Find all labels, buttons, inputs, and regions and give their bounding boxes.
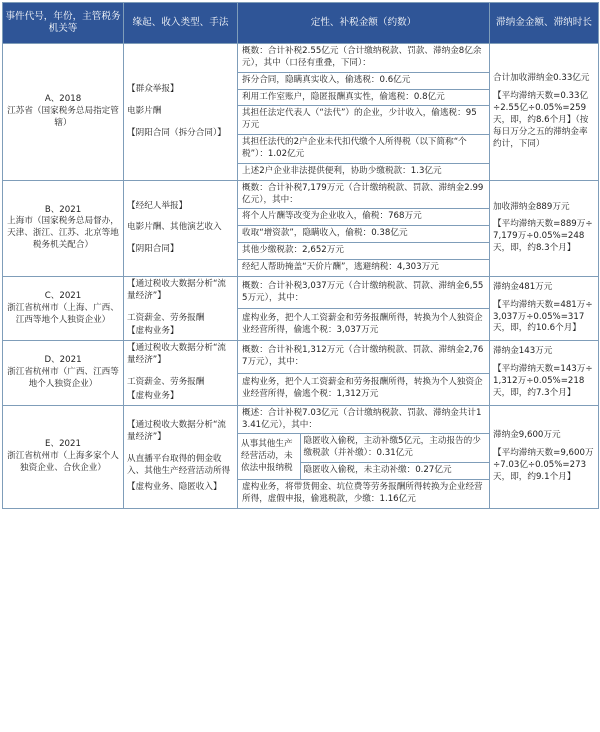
detail-item: 拆分合同，隐瞒真实收入，偷逃税：0.6亿元 — [238, 72, 490, 89]
case-agency: 上海市（国家税务总局督办，天津、浙江、江苏、北京等地税务机关配合） — [7, 216, 119, 251]
header-late-fee: 滞纳金金额、滞纳时长 — [490, 3, 599, 44]
late-fee-amount: 滞纳金481万元 — [493, 281, 553, 292]
subcase-label: 从事其他生产经营活动，未依法申报纳税 — [238, 434, 300, 479]
case-a-row — [3, 44, 599, 73]
case-e-row — [3, 405, 599, 434]
detail-item: 将个人片酬等改变为企业收入，偷税：768万元 — [238, 209, 490, 226]
method-technique: 【阴阳合同（拆分合同）】 — [127, 127, 226, 138]
case-e-subtable-cell — [238, 434, 490, 480]
late-fee-days: 【平均滞纳天数=143万÷1,312万÷0.05%=218天，即，约7.3个月】 — [493, 364, 593, 398]
case-d-late-cell — [490, 341, 599, 405]
case-agency: 浙江省杭州市（上海多家个人独资企业、合伙企业） — [7, 450, 119, 473]
detail-item: 收取“增资款”，隐瞒收入，偷税：0.38亿元 — [238, 226, 490, 243]
case-d-id-cell — [3, 341, 124, 405]
header-row — [3, 3, 599, 44]
case-id: B、2021 — [44, 204, 82, 215]
method-income: 电影片酬 — [127, 105, 162, 116]
detail-item: 上述2户企业非法提供便利，协助少缴税款：1.3亿元 — [238, 163, 490, 180]
subcase-item: 隐匿收入偷税，未主动补缴：0.27亿元 — [300, 463, 489, 479]
method-source: 【通过税收大数据分析“流量经济”】 — [127, 420, 226, 442]
late-fee-amount: 滞纳金143万元 — [493, 346, 553, 357]
header-method: 缘起、收入类型、手法 — [124, 3, 238, 44]
header-amount: 定性、补税金额（约数） — [238, 3, 490, 44]
method-source: 【群众举报】 — [127, 84, 179, 95]
detail-item: 其担任法定代表人（“法代”）的企业，少计收入，偷逃税：95万元 — [238, 106, 490, 135]
case-e-subtable — [238, 434, 489, 479]
case-e-id-cell — [3, 405, 124, 508]
detail-item: 概数：合计补税3,037万元（合计缴纳税款、罚款、滞纳金6,555万元），其中： — [238, 276, 490, 308]
detail-item: 其担任法代的2户企业未代扣代缴个人所得税（以下简称“个税”）：1.02亿元 — [238, 135, 490, 164]
method-income: 从直播平台取得的佣金收入、其他生产经营活动所得 — [127, 453, 231, 476]
detail-item: 其他少缴税款：2,652万元 — [238, 243, 490, 260]
case-c-method-cell — [124, 276, 238, 340]
case-agency: 江苏省（国家税务总局指定管辖） — [7, 105, 119, 128]
case-b-id-cell — [3, 180, 124, 276]
detail-item: 概数：合计补税7,179万元（合计缴纳税款、罚款、滞纳金2.99亿元），其中： — [238, 180, 490, 209]
case-agency: 浙江省杭州市（广西、江西等地个人独资企业） — [7, 367, 119, 389]
method-source: 【通过税收大数据分析“流量经济”】 — [127, 278, 226, 301]
case-a-method-cell — [124, 44, 238, 181]
tax-cases-table — [2, 2, 599, 509]
method-source: 【经纪人举报】 — [127, 200, 188, 211]
case-a-late-cell — [490, 44, 599, 181]
header-case: 事件代号，年份，主管税务机关等 — [3, 3, 124, 44]
case-b-late-cell — [490, 180, 599, 276]
detail-item: 概数：合计补税2.55亿元（合计缴纳税款、罚款、滞纳金8亿余元），其中（口径有重叠，下同）： — [238, 44, 490, 73]
detail-item: 概述：合计补税7.03亿元（合计缴纳税款、罚款、滞纳金共计13.41亿元），其中： — [238, 405, 490, 434]
method-technique: 【虚构业务】 — [127, 326, 179, 337]
case-id: E、2021 — [45, 438, 81, 449]
method-income: 工资薪金、劳务报酬 — [127, 377, 205, 388]
late-fee-amount: 滞纳金9,600万元 — [493, 430, 561, 441]
late-fee-days: 【平均滞纳天数=481万÷3,037万÷0.05%=317天，即，约10.6个月】 — [493, 299, 593, 334]
case-e-late-cell — [490, 405, 599, 508]
detail-item: 利用工作室账户，隐匿报酬真实性，偷逃税：0.8亿元 — [238, 89, 490, 106]
method-income: 工资薪金、劳务报酬 — [127, 312, 205, 323]
case-d-method-cell — [124, 341, 238, 405]
case-id: D、2021 — [44, 355, 82, 366]
detail-item: 虚构业务，把个人工资薪金和劳务报酬所得，转换为个人独资企业经营所得，偷逃个税：1,312万元 — [238, 373, 490, 405]
method-technique: 【阴阳合同】 — [127, 244, 179, 255]
late-fee-days: 【平均滞纳天数=0.33亿÷2.55亿÷0.05%=259天，即，约8.6个月】（按每日万分之五的滞纳金率约计，下同） — [493, 91, 589, 149]
late-fee-amount: 合计加收滞纳金0.33亿元 — [493, 73, 590, 84]
method-source: 【通过税收大数据分析“流量经济”】 — [127, 343, 226, 366]
method-technique: 【虚构业务、隐匿收入】 — [127, 481, 222, 492]
detail-item: 虚构业务，把个人工资薪金和劳务报酬所得，转换为个人独资企业经营所得，偷逃个税：3,037万元 — [238, 309, 490, 341]
case-c-id-cell — [3, 276, 124, 340]
case-d-row — [3, 341, 599, 373]
late-fee-days: 【平均滞纳天数=889万÷7,179万÷0.05%=248天，即，约8.3个月】 — [493, 219, 593, 254]
case-b-row — [3, 180, 599, 209]
case-b-method-cell — [124, 180, 238, 276]
detail-item: 虚构业务，将带货佣金、坑位费等劳务报酬所得转换为企业经营所得，虚假申报，偷逃税款，少缴：1.16亿元 — [238, 480, 490, 509]
method-technique: 【虚构业务】 — [127, 390, 179, 401]
case-e-method-cell — [124, 405, 238, 508]
case-id: A、2018 — [44, 94, 82, 105]
case-a-id-cell — [3, 44, 124, 181]
detail-item: 概数：合计补税1,312万元（合计缴纳税款、罚款、滞纳金2,767万元），其中： — [238, 341, 490, 373]
case-c-late-cell — [490, 276, 599, 340]
case-c-row — [3, 276, 599, 308]
late-fee-days: 【平均滞纳天数=9,600万÷7.03亿÷0.05%=273天，即，约9.1个月】 — [493, 447, 594, 482]
late-fee-amount: 加收滞纳金889万元 — [493, 201, 570, 212]
case-id: C、2021 — [44, 290, 82, 301]
subcase-item: 隐匿收入偷税，主动补缴5亿元，主动报告的少缴税款（并补缴）：0.31亿元 — [300, 434, 489, 462]
method-income: 电影片酬、其他演艺收入 — [127, 222, 222, 233]
case-agency: 浙江省杭州市（上海、广西、江西等地个人独资企业） — [7, 302, 119, 325]
detail-item: 经纪人帮助掩盖“天价片酬”，逃避纳税：4,303万元 — [238, 260, 490, 277]
